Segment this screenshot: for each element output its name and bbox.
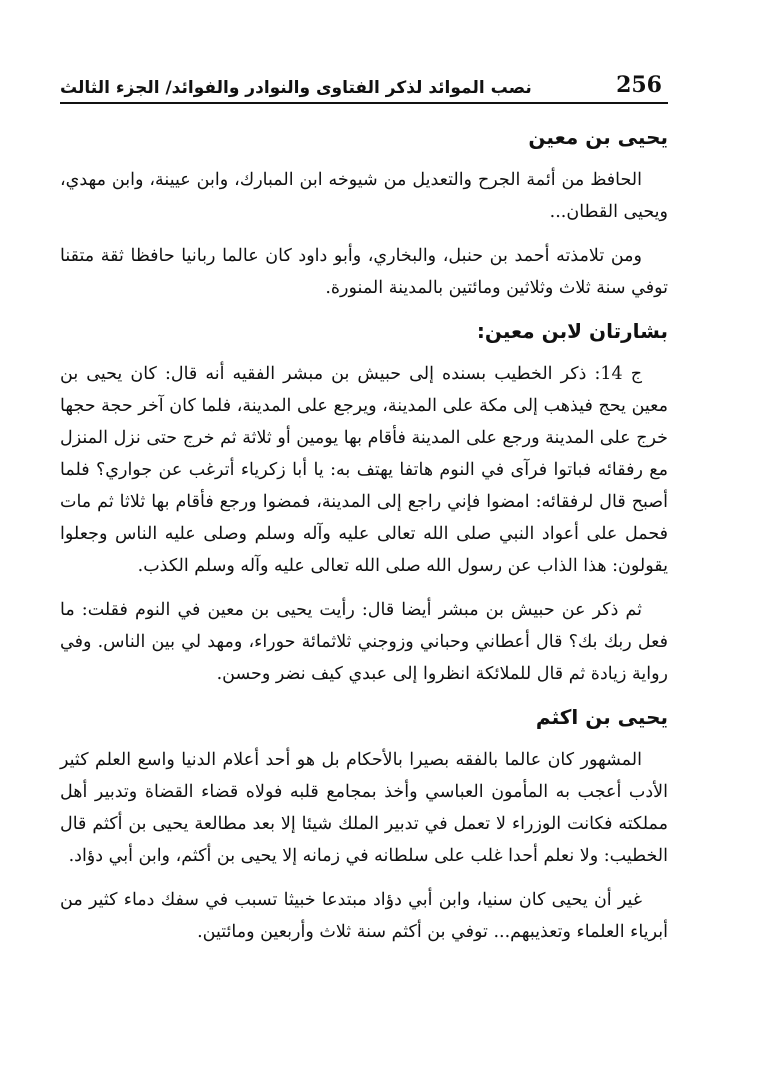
section-yahya-ibn-maeen [60,122,668,304]
book-page [60,58,668,960]
paragraph: الحافظ من أئمة الجرح والتعديل من شيوخه ابن المبارك، وابن عيينة، وابن مهدي، ويحيى القطان... [60,170,668,222]
paragraph: ثم ذكر عن حبيش بن مبشر أيضا قال: رأيت يحيى بن معين في النوم فقلت: ما فعل ربك بك؟ قال أعطاني وحباني وزوجني ثلاثمائة حوراء، ومهد لي بين الناس. وفي رواية زيادة ثم قال للملائكة انظروا إلى عبدي كيف نضر وحسن. [60,600,668,684]
section-yahya-ibn-aktham [60,702,668,948]
section-two-glad-tidings [60,316,668,690]
section-heading: يحيى بن معين [528,125,668,149]
paragraph: ومن تلامذته أحمد بن حنبل، والبخاري، وأبو داود كان عالما ربانيا حافظا ثقة متقنا توفي سنة ثلاث وثلاثين ومائتين بالمدينة المنورة. [60,246,668,298]
page-header [60,58,668,104]
paragraph: ج 14: ذكر الخطيب بسنده إلى حبيش بن مبشر الفقيه أنه قال: كان يحيى بن معين يحج فيذهب إلى مكة على المدينة، ويرجع على المدينة، فلما كان آخر حجة حجها خرج على المدينة ورجع على المدينة فأقام بها يومين أو ثلاثة ثم خرج حتى نزل المنزل مع رفقائه فباتوا فرآى في النوم هاتفا يهتف به: يا أبا زكرياء أترغب عن جواري؟ فلما أصبح قال لرفقائه: امضوا فإني راجع إلى المدينة، فمضوا ورجع فأقام بها ثلاثا ثم مات فحمل على أعواد النبي صلى الله تعالى عليه وآله وسلم وصلى عليه الناس وجعلوا يقولون: هذا الذاب عن رسول الله صلى الله تعالى عليه وآله وسلم الكذب. [60,364,669,576]
running-title: نصب الموائد لذكر الفتاوى والنوادر والفوائد/ الجزء الثالث [60,78,532,98]
section-heading: يحيى بن اكثم [535,705,668,729]
page-number: 256 [616,72,662,98]
paragraph: المشهور كان عالما بالفقه بصيرا بالأحكام بل هو أحد أعلام الدنيا واسع العلم كثير الأدب أعجب به المأمون العباسي وأخذ بمجامع قلبه فولاه قضاء القضاة وتدبير أهل مملكته فكانت الوزراء لا تعمل في تدبير الملك شيئا إلا بعد مطالعة يحيى بن أكثم قال الخطيب: ولا نعلم أحدا غلب على سلطانه في زمانه إلا يحيى بن أكثم، وابن أبي دؤاد. [60,750,668,866]
section-heading: بشارتان لابن معين: [476,319,668,343]
paragraph: غير أن يحيى كان سنيا، وابن أبي دؤاد مبتدعا خبيثا تسبب في سفك دماء كثير من أبرياء العلماء وتعذيبهم... توفي بن أكثم سنة ثلاث وأربعين ومائتين. [60,890,668,942]
page-content [60,122,668,948]
